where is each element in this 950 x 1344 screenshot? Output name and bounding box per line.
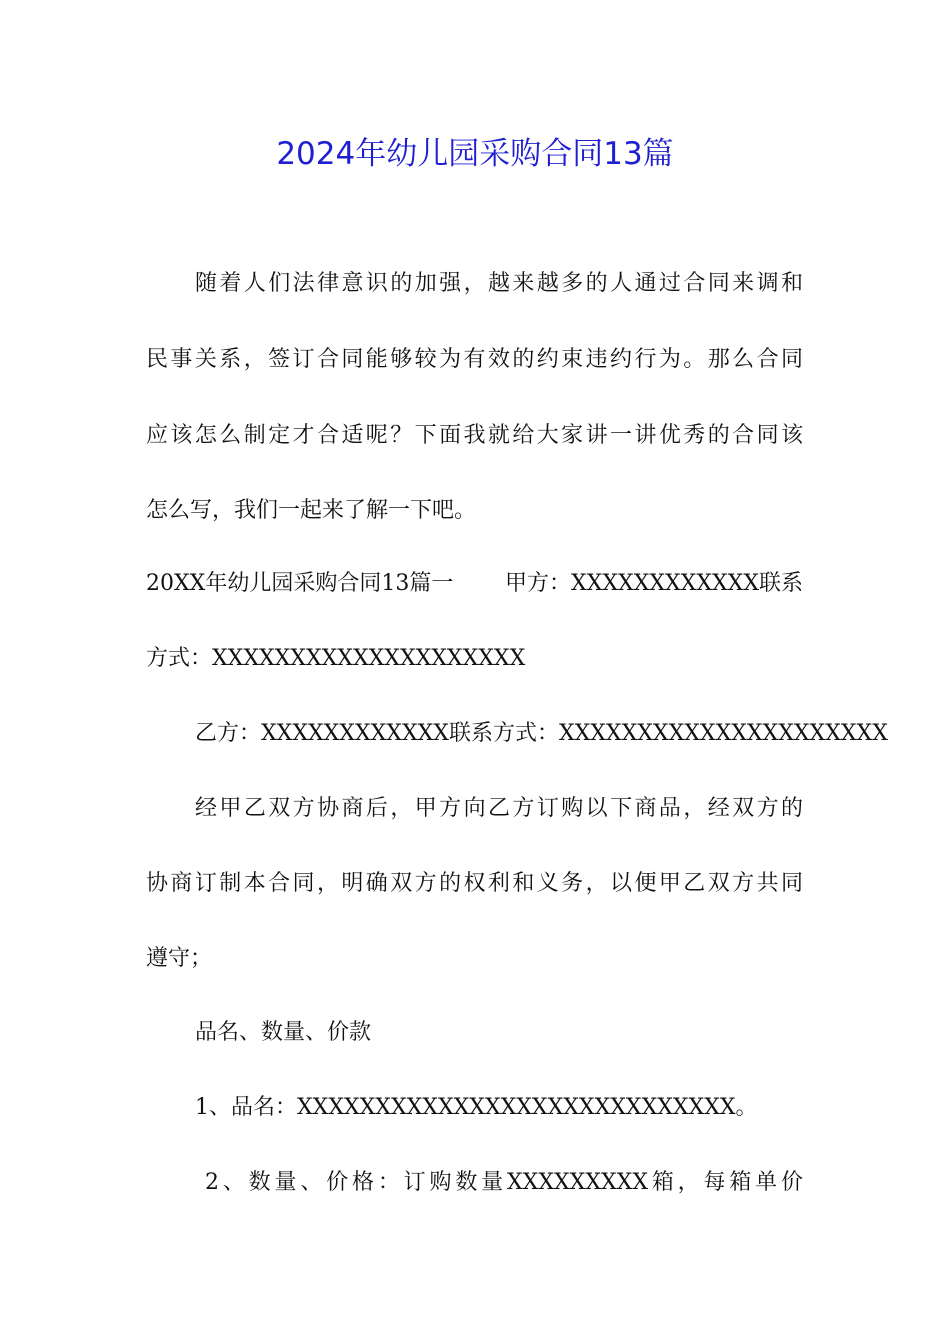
intro-line-1: 随着人们法律意识的加强，越来越多的人通过合同来调和 <box>195 271 803 296</box>
intro-line-2: 民事关系，签订合同能够较为有效的约束违约行为。那么合同 <box>146 347 803 372</box>
item-2-line: 2、数量、价格：订购数量XXXXXXXXX箱，每箱单价 <box>205 1170 803 1195</box>
items-heading: 品名、数量、价款 <box>195 1020 372 1045</box>
item-1-line: 1、品名：XXXXXXXXXXXXXXXXXXXXXXXXXXXX。 <box>195 1095 758 1120</box>
section-heading-row <box>146 564 803 604</box>
agreement-line-2: 协商订制本合同，明确双方的权利和义务，以便甲乙双方共同 <box>146 871 803 896</box>
party-b-line: 乙方：XXXXXXXXXXXX联系方式：XXXXXXXXXXXXXXXXXXXXX <box>195 721 888 746</box>
section-heading: 20XX年幼儿园采购合同13篇一 <box>146 571 454 596</box>
party-a-line-2: 方式：XXXXXXXXXXXXXXXXXXXX <box>146 646 526 671</box>
intro-line-4: 怎么写，我们一起来了解一下吧。 <box>146 498 477 523</box>
intro-line-3: 应该怎么制定才合适呢？下面我就给大家讲一讲优秀的合同该 <box>146 423 803 448</box>
agreement-line-3: 遵守； <box>146 946 213 971</box>
agreement-line-1: 经甲乙双方协商后，甲方向乙方订购以下商品，经双方的 <box>195 796 803 821</box>
party-a-line-1: 甲方：XXXXXXXXXXXX联系 <box>505 571 803 596</box>
document-title: 2024年幼儿园采购合同13篇 <box>276 136 674 172</box>
